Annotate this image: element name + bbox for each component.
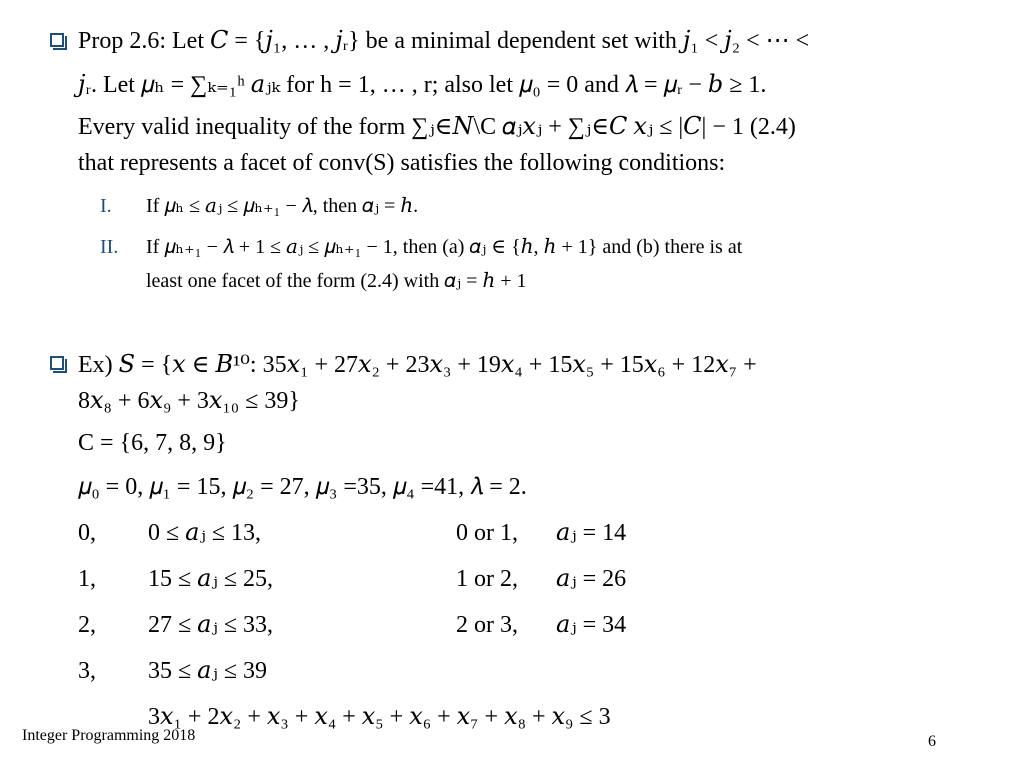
cond-number: I. bbox=[100, 195, 112, 217]
row-h: 2, bbox=[78, 612, 96, 638]
cond-number: II. bbox=[100, 236, 119, 258]
cond-text: If 𝜇ₕ ≤ 𝑎ⱼ ≤ 𝜇ₕ₊₁ − 𝜆, then 𝛼ⱼ = ℎ. bbox=[146, 195, 419, 217]
row-range: 35 ≤ 𝑎ⱼ ≤ 39 bbox=[148, 658, 267, 684]
row-alt: 0 or 1, bbox=[456, 520, 518, 546]
row-alt: 1 or 2, bbox=[456, 566, 518, 592]
row-eq: 𝑎ⱼ = 26 bbox=[556, 566, 627, 592]
bullet-icon bbox=[50, 33, 64, 47]
page-number: 6 bbox=[928, 733, 936, 750]
prop-line-3: Every valid inequality of the form ∑ⱼ∈𝑁\C 𝛼ⱼ𝑥ⱼ + ∑ⱼ∈𝐶 𝑥ⱼ ≤ |𝐶| − 1 (2.4) bbox=[78, 114, 796, 140]
row-h: 0, bbox=[78, 520, 96, 546]
row-h: 3, bbox=[78, 658, 96, 684]
row-eq: 𝑎ⱼ = 34 bbox=[556, 612, 627, 638]
prop-line-4: that represents a facet of conv(S) satisfies the following conditions: bbox=[78, 150, 726, 176]
row-range: 15 ≤ 𝑎ⱼ ≤ 25, bbox=[148, 566, 273, 592]
prop-line-2: 𝑗ᵣ. Let 𝜇ₕ = ∑ₖ₌₁ʰ 𝑎ⱼₖ for h = 1, … , r; also let 𝜇₀ = 0 and 𝜆 = 𝜇ᵣ − 𝑏 ≥ 1. bbox=[78, 72, 767, 98]
bullet-icon bbox=[50, 356, 64, 370]
example-line-1: Ex) 𝑆 = {𝑥 ∈ 𝐵¹⁰: 35𝑥₁ + 27𝑥₂ + 23𝑥₃ + 19𝑥₄ + 15𝑥₅ + 15𝑥₆ + 12𝑥₇ + bbox=[78, 352, 757, 378]
row-h: 1, bbox=[78, 566, 96, 592]
mu-values: 𝜇₀ = 0, 𝜇₁ = 15, 𝜇₂ = 27, 𝜇₃ =35, 𝜇₄ =41, 𝜆 = 2. bbox=[78, 474, 527, 500]
cond-text: If 𝜇ₕ₊₁ − 𝜆 + 1 ≤ 𝑎ⱼ ≤ 𝜇ₕ₊₁ − 1, then (a) 𝛼ⱼ ∈ {ℎ, ℎ + 1} and (b) there is at bbox=[146, 236, 743, 258]
cond-text: least one facet of the form (2.4) with 𝛼ⱼ = ℎ + 1 bbox=[146, 270, 527, 292]
cover-set: C = {6, 7, 8, 9} bbox=[78, 430, 227, 456]
row-eq: 𝑎ⱼ = 14 bbox=[556, 520, 627, 546]
row-range: 0 ≤ 𝑎ⱼ ≤ 13, bbox=[148, 520, 261, 546]
footer-course: Integer Programming 2018 bbox=[22, 727, 196, 744]
row-range: 27 ≤ 𝑎ⱼ ≤ 33, bbox=[148, 612, 273, 638]
facet-inequality: 3𝑥₁ + 2𝑥₂ + 𝑥₃ + 𝑥₄ + 𝑥₅ + 𝑥₆ + 𝑥₇ + 𝑥₈ + 𝑥₉ ≤ 3 bbox=[148, 704, 611, 730]
prop-line-1: Prop 2.6: Let 𝐶 = {𝑗₁, … , 𝑗ᵣ} be a minimal dependent set with 𝑗₁ < 𝑗₂ < ⋯ < bbox=[78, 28, 810, 54]
example-line-2: 8𝑥₈ + 6𝑥₉ + 3𝑥₁₀ ≤ 39} bbox=[78, 388, 300, 414]
row-alt: 2 or 3, bbox=[456, 612, 518, 638]
